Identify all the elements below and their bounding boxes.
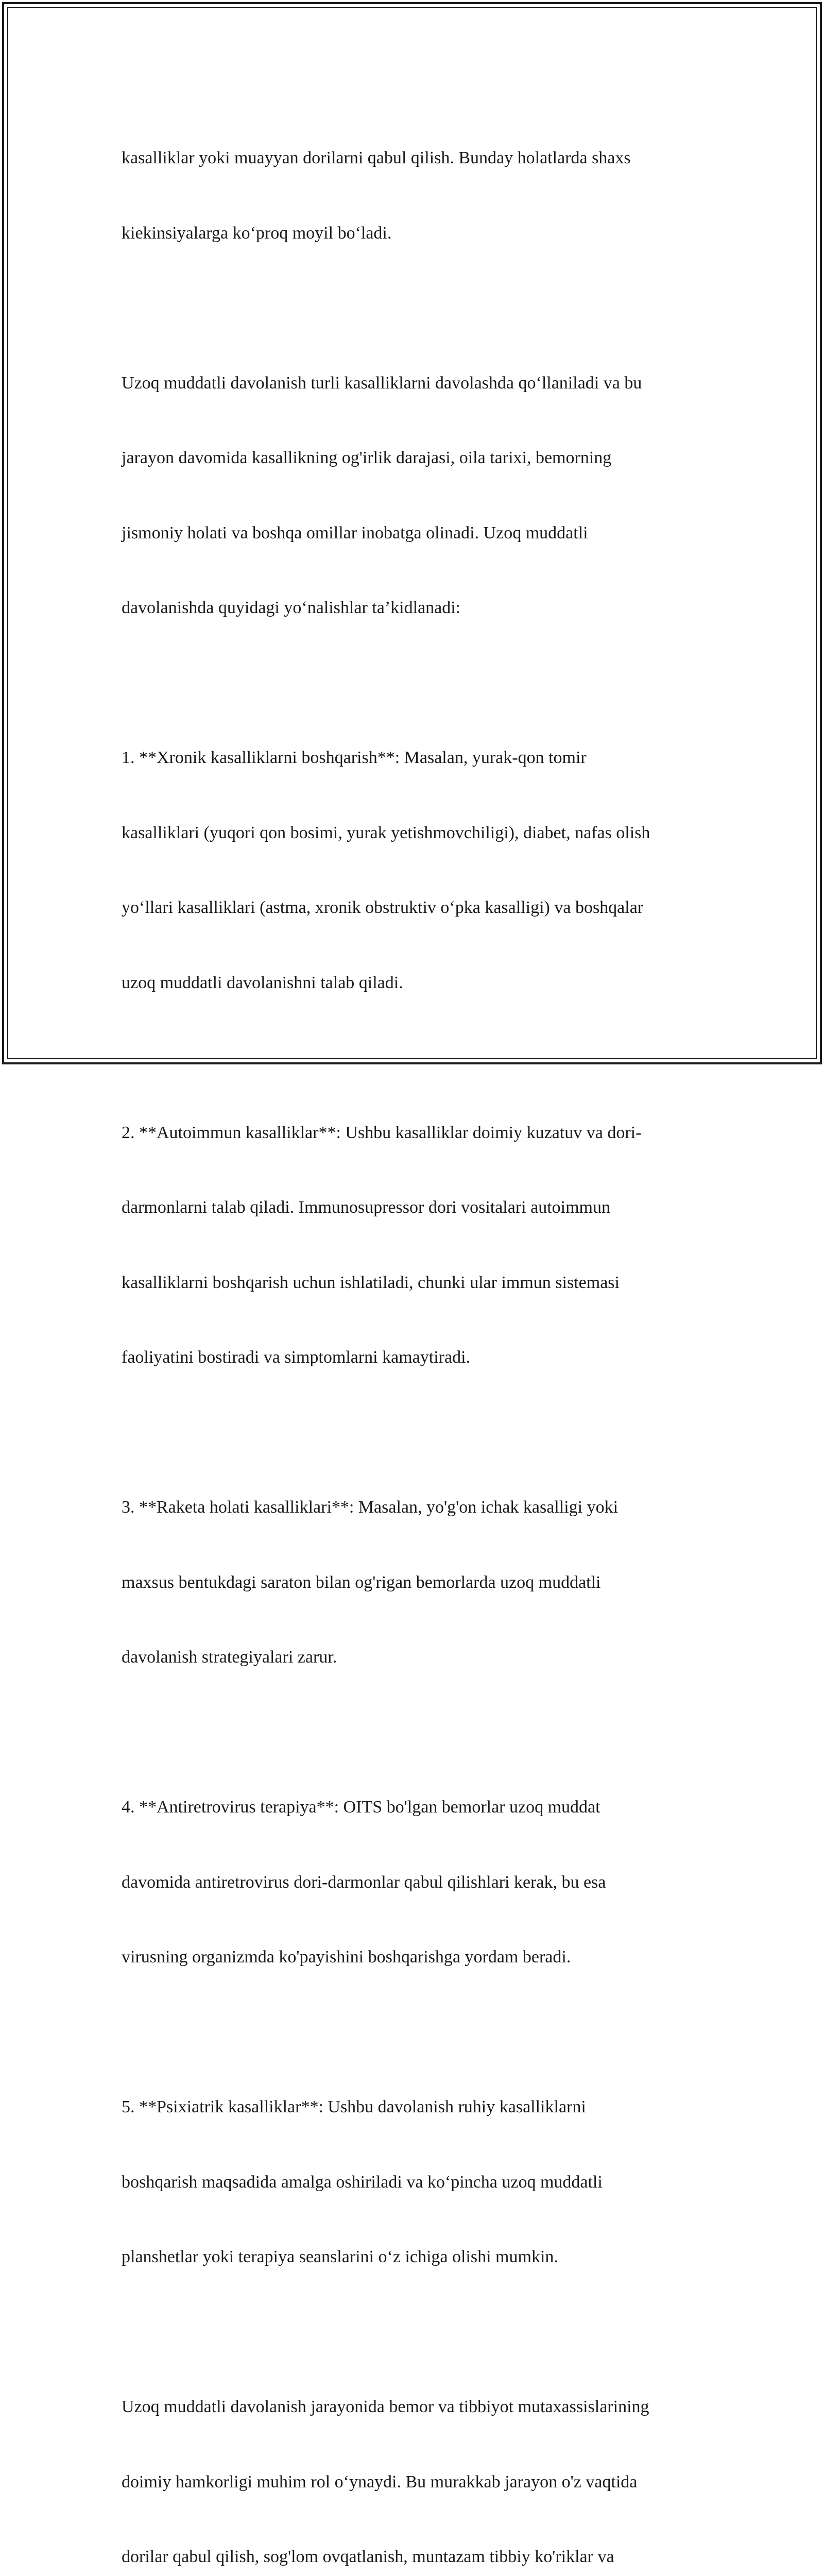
- paragraph-intro-continuation: [122, 96, 714, 296]
- text-line: virusning organizmda ko'payishini boshqarishga yordam beradi.: [122, 1947, 571, 1967]
- text-line: 4. **Antiretrovirus terapiya**: OITS bo'lgan bemorlar uzoq muddat: [122, 1798, 600, 1817]
- text-line: Uzoq muddatli davolanish turli kasalliklarni davolashda qo‘llaniladi va bu: [122, 373, 642, 393]
- text-line: darmonlarni talab qiladi. Immunosupressor dori vositalari autoimmun: [122, 1198, 610, 1217]
- text-line: maxsus bentukdagi saraton bilan og'rigan bemorlarda uzoq muddatli: [122, 1572, 601, 1592]
- text-line: 5. **Psixiatrik kasalliklar**: Ushbu davolanish ruhiy kasalliklarni: [122, 2097, 586, 2116]
- text-line: davomida antiretrovirus dori-darmonlar qabul qilishlari kerak, bu esa: [122, 1872, 606, 1892]
- text-line: kasalliklar yoki muayyan dorilarni qabul qilish. Bunday holatlarda shaxs: [122, 148, 631, 167]
- text-line: davolanishda quyidagi yo‘nalishlar ta’kidlanadi:: [122, 598, 461, 617]
- text-line: planshetlar yoki terapiya seanslarini o‘z ichiga olishi mumkin.: [122, 2247, 558, 2266]
- text-line: dorilar qabul qilish, sog'lom ovqatlanish, muntazam tibbiy ko'riklar va: [122, 2547, 614, 2566]
- list-item-1: [122, 696, 714, 1045]
- text-line: 1. **Xronik kasalliklarni boshqarish**: Masalan, yurak-qon tomir: [122, 748, 587, 767]
- list-item-2: [122, 1071, 714, 1420]
- text-line: faoliyatini bostiradi va simptomlarni kamaytiradi.: [122, 1348, 471, 1367]
- list-item-3: [122, 1445, 714, 1720]
- text-line: kasalliklarni boshqarish uchun ishlatiladi, chunki ular immun sistemasi: [122, 1273, 620, 1292]
- document-body: [122, 96, 714, 2576]
- text-line: 2. **Autoimmun kasalliklar**: Ushbu kasalliklar doimiy kuzatuv va dori-: [122, 1123, 642, 1142]
- list-item-5: [122, 2045, 714, 2320]
- text-line: jismoniy holati va boshqa omillar inobatga olinadi. Uzoq muddatli: [122, 523, 588, 543]
- text-line: 3. **Raketa holati kasalliklari**: Masalan, yo'g'on ichak kasalligi yoki: [122, 1498, 619, 1517]
- text-line: davolanish strategiyalari zarur.: [122, 1648, 337, 1667]
- paragraph-conclusion: [122, 2345, 714, 2576]
- text-line: yo‘llari kasalliklari (astma, xronik obstruktiv o‘pka kasalligi) va boshqalar: [122, 898, 644, 917]
- text-line: Uzoq muddatli davolanish jarayonida bemor va tibbiyot mutaxassislarining: [122, 2397, 649, 2416]
- paragraph-overview: [122, 321, 714, 671]
- text-line: boshqarish maqsadida amalga oshiriladi va ko‘pincha uzoq muddatli: [122, 2172, 603, 2192]
- text-line: doimiy hamkorligi muhim rol o‘ynaydi. Bu murakkab jarayon o'z vaqtida: [122, 2472, 638, 2492]
- list-item-4: [122, 1745, 714, 2020]
- text-line: kiekinsiyalarga ko‘proq moyil bo‘ladi.: [122, 223, 392, 243]
- text-line: jarayon davomida kasallikning og'irlik darajasi, oila tarixi, bemorning: [122, 448, 612, 467]
- text-line: kasalliklari (yuqori qon bosimi, yurak yetishmovchiligi), diabet, nafas olish: [122, 823, 650, 842]
- text-line: uzoq muddatli davolanishni talab qiladi.: [122, 973, 403, 992]
